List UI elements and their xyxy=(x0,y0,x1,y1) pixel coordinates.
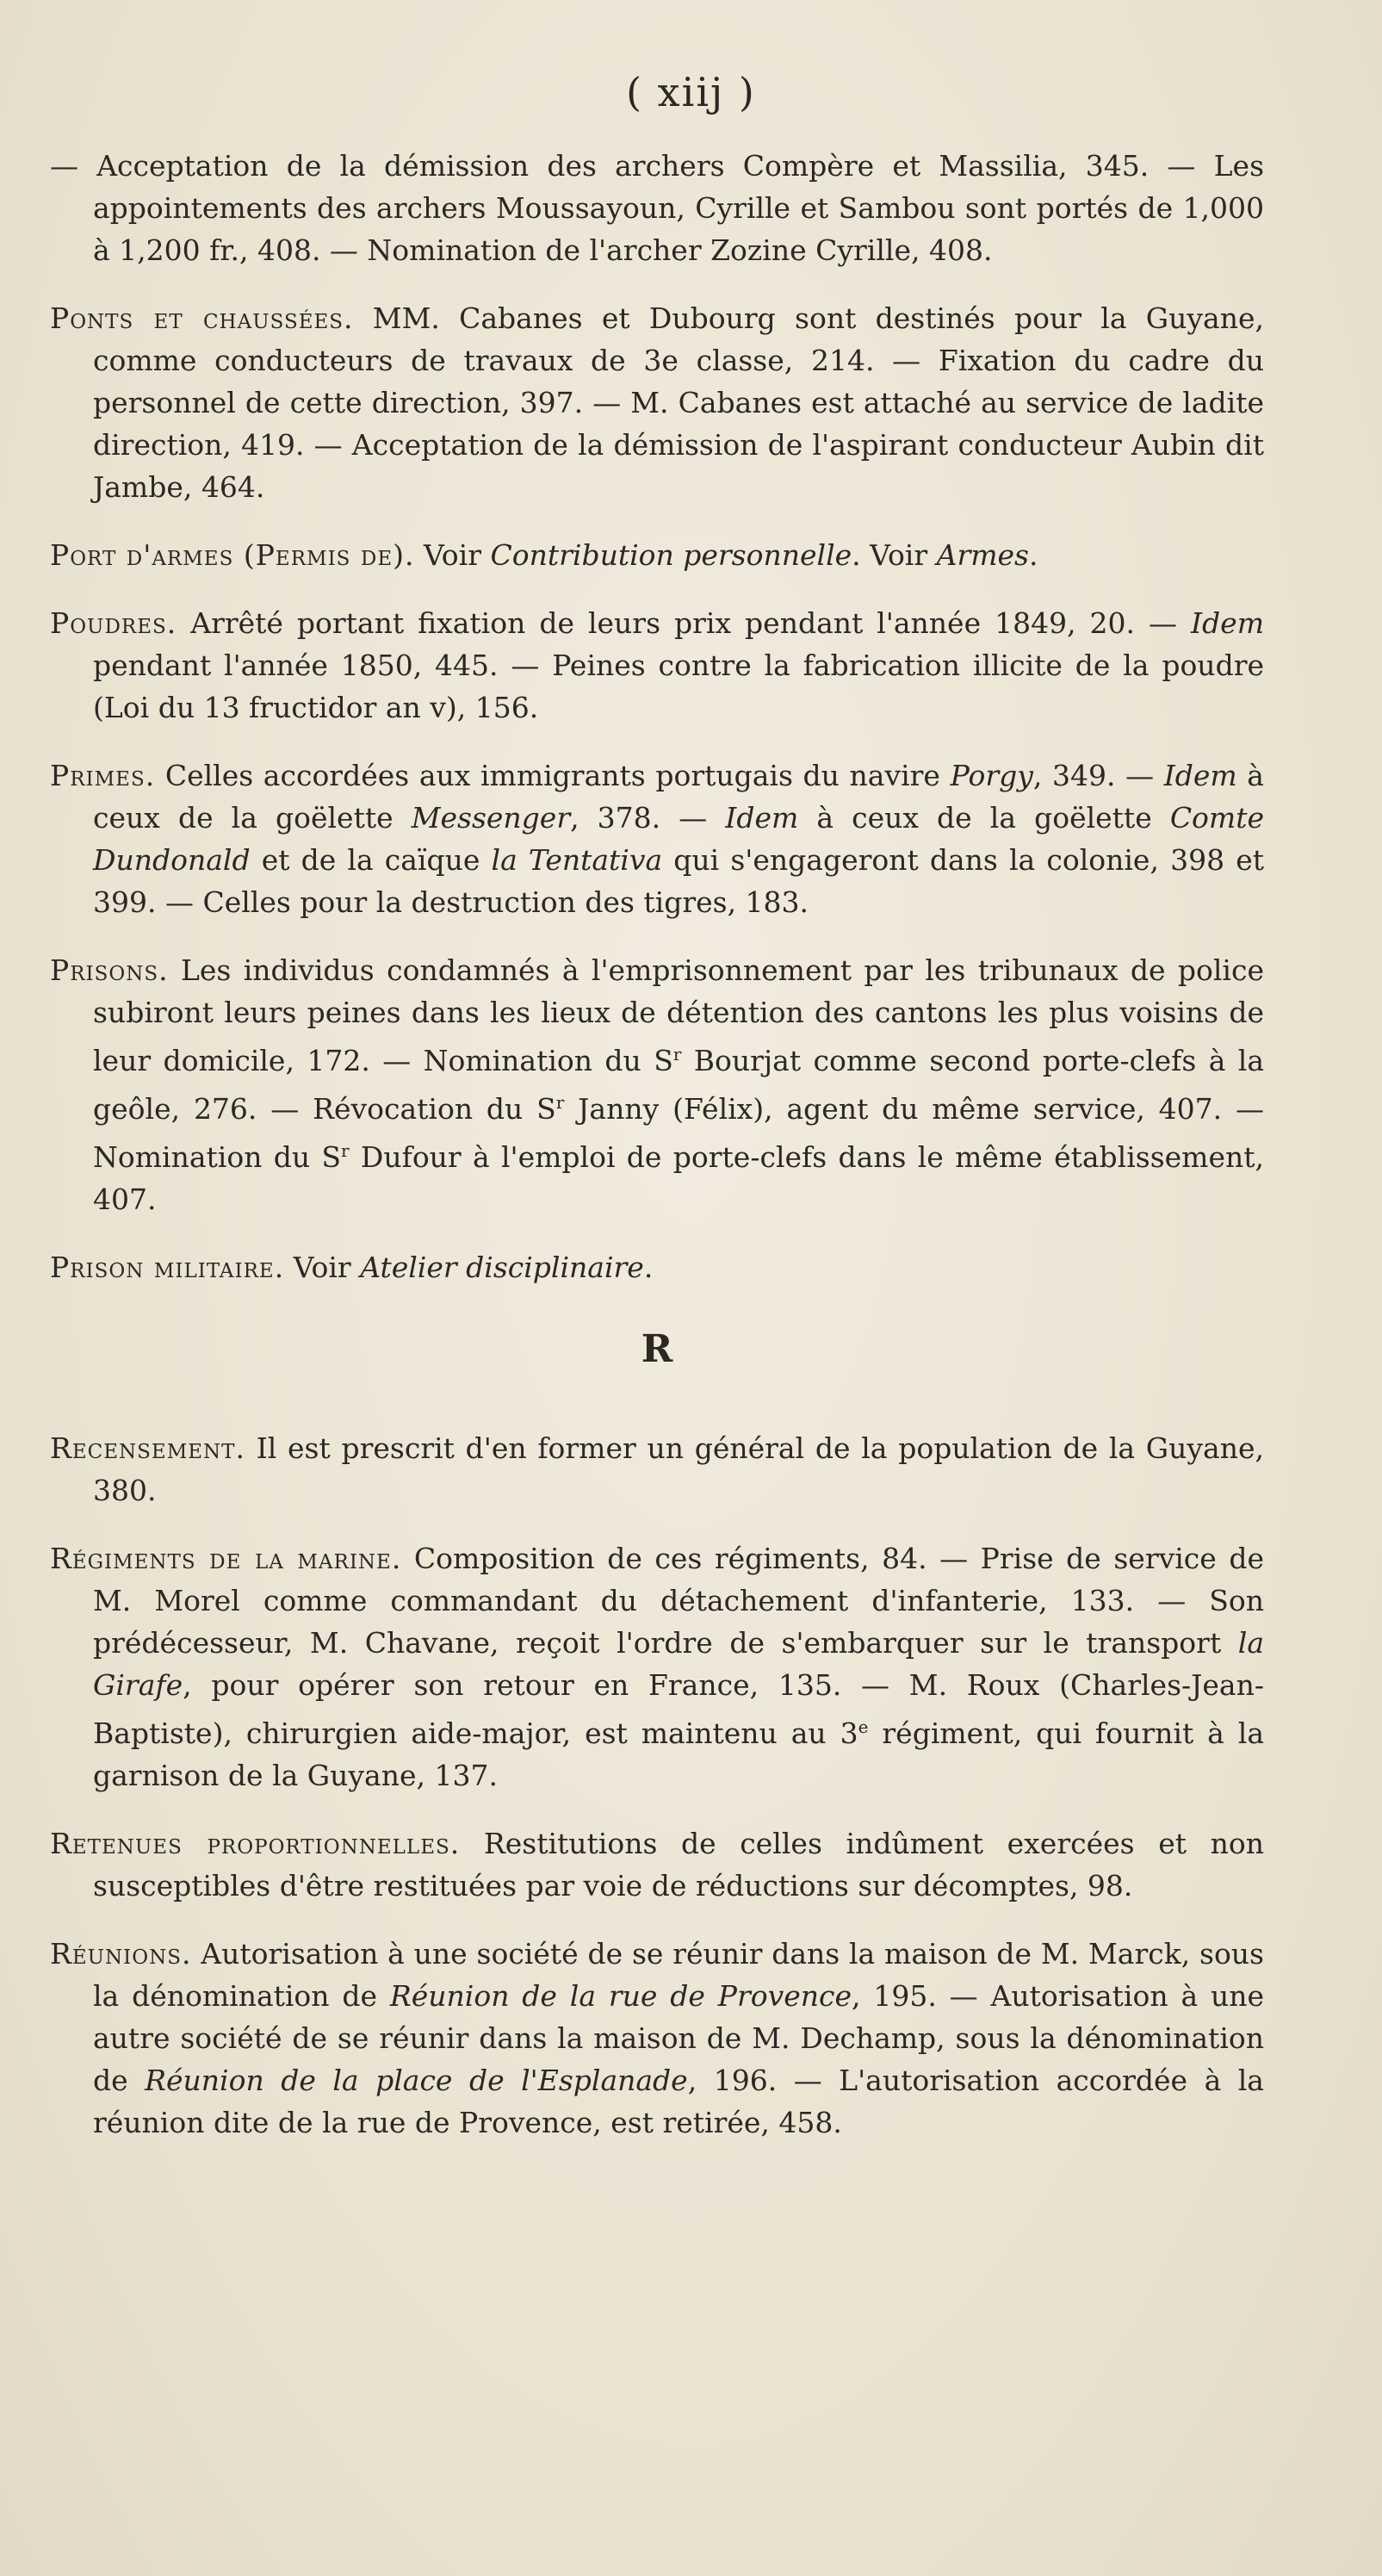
entry-heading: Réunions. xyxy=(50,1937,192,1971)
entry-text: Bourjat comme second porte-clefs à la geôle, 276. — Révocation du S xyxy=(93,1044,1264,1126)
cross-reference: Armes xyxy=(936,538,1029,572)
ship-name: Messenger xyxy=(411,801,571,835)
society-name: Réunion de la rue de Provence xyxy=(389,1979,852,2013)
entry-heading: Retenues proportionnelles. xyxy=(50,1827,461,1860)
ship-name: Porgy xyxy=(950,759,1033,792)
entry-text: pendant l'année 1850, 445. — Peines contre la fabrication illicite de la poudre (Loi du 13 fructidor an v), 156. xyxy=(93,649,1264,724)
index-entry-retenues-proportionnelles xyxy=(50,1822,1264,1907)
entry-heading: Prisons. xyxy=(50,953,169,987)
index-entry-poudres xyxy=(50,602,1264,729)
entry-text: à ceux de la goëlette xyxy=(798,801,1170,835)
index-entry-reunions xyxy=(50,1933,1264,2144)
entry-italic: Idem xyxy=(1163,759,1237,792)
entry-heading: Primes. xyxy=(50,759,156,792)
entry-heading: Port d'armes xyxy=(50,538,234,572)
entry-text: , 378. — xyxy=(570,801,726,835)
index-entry-ponts-et-chaussees xyxy=(50,297,1264,508)
entry-text: . xyxy=(643,1251,654,1284)
index-entry-regiments-de-la-marine xyxy=(50,1537,1264,1797)
entry-text: — Acceptation de la démission des archers Compère et Massilia, 345. — Les appointements des archers Moussayoun, Cyrille et Sambou sont portés de 1,000 à 1,200 fr., 408. — Nomination de l'archer Zozine Cyrille, 408. xyxy=(50,149,1264,267)
entry-text: Composition de ces régiments, 84. — Prise de service de M. Morel comme commandant du détachement d'infanterie, 133. — Son prédécesseur, M. Chavane, reçoit l'ordre de s'embarquer sur le transport xyxy=(93,1542,1264,1660)
superscript: e xyxy=(858,1716,869,1737)
entry-text: Dufour à l'emploi de porte-clefs dans le même établissement, 407. xyxy=(93,1140,1264,1216)
entry-text: Voir xyxy=(284,1251,361,1284)
entry-text: Il est prescrit d'en former un général de la population de la Guyane, 380. xyxy=(93,1431,1264,1507)
index-entry-port-d-armes xyxy=(50,534,1264,576)
entry-italic: Idem xyxy=(725,801,799,835)
superscript: r xyxy=(672,1044,682,1065)
entry-text: Autorisation à une société de se réunir dans la maison de M. Marck, sous la dénomination de xyxy=(93,1937,1264,2013)
index-entry-prison-militaire xyxy=(50,1246,1264,1288)
entry-heading: Recensement. xyxy=(50,1431,245,1465)
entry-text: Celles accordées aux immigrants portugais du navire xyxy=(155,759,951,792)
entry-italic: Idem xyxy=(1191,606,1264,640)
index-content xyxy=(50,145,1264,2169)
index-entry-primes xyxy=(50,754,1264,923)
entry-text: Janny (Félix), agent du même service, 407. — Nomination du S xyxy=(93,1092,1265,1174)
entry-text: , 195. — Autorisation à une autre société de se réunir dans la maison de M. Dechamp, sous la dénomination de xyxy=(93,1979,1264,2097)
entry-heading: Prison militaire. xyxy=(50,1251,285,1284)
cross-reference: Contribution personnelle xyxy=(490,538,852,572)
entry-text: Arrêté portant fixation de leurs prix pendant l'année 1849, 20. — xyxy=(177,606,1192,640)
ship-name: la Tentativa xyxy=(491,843,663,877)
index-entry-recensement xyxy=(50,1427,1264,1511)
page-number: ( xiij ) xyxy=(626,69,756,115)
entry-text: . xyxy=(1029,538,1038,572)
entry-text: Les individus condamnés à l'emprisonnement par les tribunaux de police subiront leurs peines dans les lieux de détention des cantons les plus voisins de leur domicile, 172. — Nomination du S xyxy=(93,953,1264,1077)
entry-heading: Régiments de la marine. xyxy=(50,1542,402,1575)
entry-text: , 196. — L'autorisation accordée à la réunion dite de la rue de Provence, est retirée, 458. xyxy=(93,2064,1264,2139)
entry-text: . Voir xyxy=(852,538,937,572)
entry-text: , pour opérer son retour en France, 135. — M. Roux (Charles-Jean-Baptiste), chirurgien aide-major, est maintenu au 3 xyxy=(93,1668,1264,1750)
section-letter-heading: R xyxy=(641,1327,673,1371)
entry-text: Voir xyxy=(414,538,491,572)
entry-text: régiment, qui fournit à la garnison de la Guyane, 137. xyxy=(93,1716,1264,1792)
entry-text: MM. Cabanes et Dubourg sont destinés pour la Guyane, comme conducteurs de travaux de 3e classe, 214. — Fixation du cadre du personnel de cette direction, 397. — M. Cabanes est attaché au service de ladite direction, 419. — Acceptation de la démission de l'aspirant conducteur Aubin dit Jambe, 464. xyxy=(93,301,1264,504)
entry-text: à ceux de la goëlette xyxy=(93,759,1264,835)
society-name: Réunion de la place de l'Esplanade xyxy=(145,2064,688,2097)
entry-text: , 349. — xyxy=(1032,759,1164,792)
entry-text: Restitutions de celles indûment exercées et non susceptibles d'être restituées par voie de réductions sur décomptes, 98. xyxy=(93,1827,1264,1903)
entry-heading-suffix: (Permis de). xyxy=(233,538,415,572)
cross-reference: Atelier disciplinaire xyxy=(360,1251,644,1284)
superscript: r xyxy=(341,1140,350,1161)
index-entry-archers-continued xyxy=(50,145,1264,271)
superscript: r xyxy=(555,1092,565,1113)
ship-name: Comte Dundonald xyxy=(93,801,1265,877)
entry-text: et de la caïque xyxy=(250,843,492,877)
entry-heading: Ponts et chaussées. xyxy=(50,301,354,335)
entry-heading: Poudres. xyxy=(50,606,177,640)
index-entry-prisons xyxy=(50,949,1264,1220)
entry-text: qui s'engageront dans la colonie, 398 et 399. — Celles pour la destruction des tigres, 183. xyxy=(93,843,1264,919)
ship-name: la Girafe xyxy=(93,1626,1264,1702)
